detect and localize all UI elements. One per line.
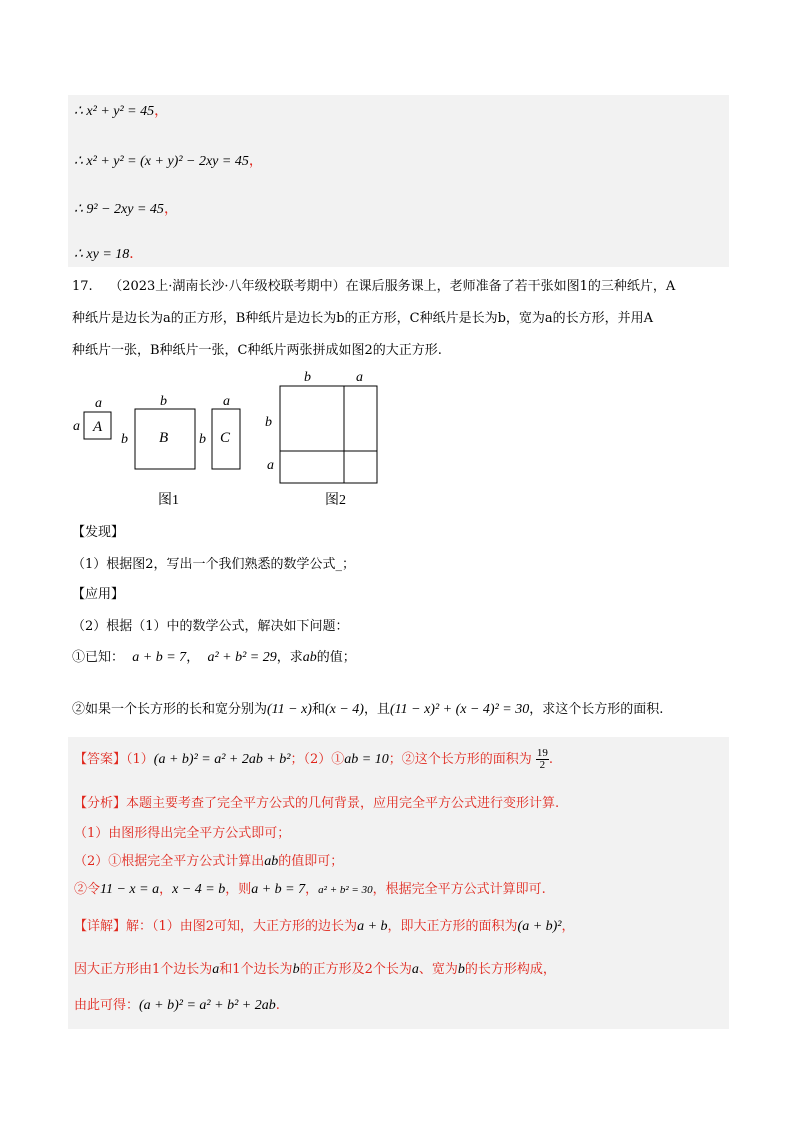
answer-fraction-denominator: 2: [539, 759, 546, 771]
solution-background: [68, 95, 729, 267]
answer-line: [74, 748, 553, 771]
detail-l2d: b: [292, 962, 300, 977]
q2-2-and: 和: [311, 702, 325, 717]
q2-1-prefix: ①已知：: [72, 650, 125, 665]
analysis-line-2: （1）由图形得出完全平方公式即可；: [74, 826, 291, 841]
piece-b-side-label: b: [121, 432, 128, 447]
q2-2-length: (11 − x): [267, 702, 312, 717]
analysis-l3c: 的值即可；: [278, 854, 344, 869]
q2-2-width: (x − 4): [324, 702, 364, 717]
analysis-l4c: ，: [159, 882, 173, 897]
piece-a-side-label: a: [73, 419, 80, 434]
answer-fraction-numerator: 19: [536, 747, 548, 759]
question-2-1: [72, 648, 356, 668]
analysis-l4i: ，根据完全平方公式计算即可.: [372, 882, 546, 897]
answer-formula-2: ab = 10: [344, 752, 389, 767]
big-square-top-b: b: [304, 370, 311, 385]
answer-end: .: [548, 752, 554, 767]
detail-l2h: b: [457, 962, 465, 977]
analysis-l4b: 11 − x = a: [100, 882, 160, 897]
detail-c: ，即大正方形的面积为: [387, 919, 518, 934]
q2-1-target: ab: [302, 650, 317, 665]
detail-a: 解：（1）由图2可知，大正方形的边长为: [126, 919, 358, 934]
big-square: [280, 386, 377, 483]
analysis-l4a: ②令: [74, 882, 101, 897]
figure-1: [73, 394, 240, 508]
q2-1-mid: ，求: [276, 650, 303, 665]
q2-1-eq2: a² + b² = 29: [207, 650, 277, 665]
problem-text-2: 种纸片是边长为a的正方形，B种纸片是边长为b的正方形，C种纸片是长为b，宽为a的长方形，并用A: [72, 311, 654, 326]
solution-line-2: [74, 150, 263, 170]
figure-paper-pieces: [60, 365, 400, 515]
answer-part3-prefix: ；②这个长方形的面积为: [388, 752, 532, 767]
detail-l3c: .: [275, 998, 280, 1013]
solution-comma-3: ，: [163, 202, 178, 217]
detail-b: a + b: [357, 919, 388, 934]
detail-l2b: a: [212, 962, 220, 977]
q2-2-prefix: ②如果一个长方形的长和宽分别为: [72, 702, 268, 717]
analysis-line-1: [74, 794, 559, 814]
detail-l2i: 的长方形构成，: [464, 962, 556, 977]
analysis-l3a: （2）①根据完全平方公式计算出: [74, 854, 265, 869]
solution-line-3: [74, 198, 178, 218]
problem-text-3: 种纸片一张，B种纸片一张，C种纸片两张拼成如图2的大正方形.: [72, 343, 442, 358]
solution-line-3-text: ∴ 9² − 2xy = 45: [74, 202, 164, 217]
solution-comma-1: ，: [154, 104, 169, 119]
answer-fraction: [536, 748, 549, 771]
piece-b-top-label: b: [160, 394, 167, 409]
piece-a-name: A: [93, 419, 103, 435]
problem-number: 17.: [72, 279, 93, 294]
solution-line-1: [74, 100, 168, 120]
answer-label: 【答案】: [74, 752, 127, 767]
detail-l2e: 的正方形及2个长为: [299, 962, 412, 977]
analysis-l4h: a² + b² = 30: [318, 884, 373, 896]
q2-1-eq1: a + b = 7: [132, 650, 187, 665]
analysis-l4g: ，: [305, 882, 319, 897]
figure-2-caption: 图2: [325, 493, 346, 508]
detail-line-2: [74, 960, 556, 980]
analysis-l4e: ，则: [225, 882, 252, 897]
analysis-line-4: [74, 880, 546, 900]
solution-line-2-text: ∴ x² + y² = (x + y)² − 2xy = 45: [74, 154, 249, 169]
detail-l3b: (a + b)² = a² + b² + 2ab: [139, 998, 276, 1013]
detail-line-1: [74, 917, 575, 937]
piece-c-side-label: b: [199, 432, 206, 447]
big-square-side-b: b: [265, 415, 272, 430]
question-1: （1）根据图2，写出一个我们熟悉的数学公式_；: [72, 557, 356, 572]
answer-part1-prefix: （1）: [126, 752, 154, 767]
analysis-text: 本题主要考查了完全平方公式的几何背景，应用完全平方公式进行变形计算.: [126, 796, 560, 811]
answer-formula-1: (a + b)² = a² + 2ab + b²: [153, 752, 291, 767]
analysis-l4f: a + b = 7: [251, 882, 306, 897]
detail-d: (a + b)²: [517, 919, 562, 934]
solution-line-1-text: ∴ x² + y² = 45: [74, 104, 155, 119]
answer-part2-prefix: ；（2）①: [290, 752, 345, 767]
piece-c-name: C: [220, 430, 231, 446]
piece-c-top-label: a: [223, 394, 230, 409]
section-apply: 【应用】: [72, 587, 125, 602]
problem-line-3: [72, 341, 442, 361]
q2-2-suffix: ，求这个长方形的面积.: [529, 702, 664, 717]
problem-line-2: [72, 309, 653, 329]
question-2: （2）根据（1）中的数学公式，解决如下问题：: [72, 619, 349, 634]
analysis-line-3: [74, 852, 343, 872]
detail-l3a: 由此可得：: [74, 998, 140, 1013]
section-discover: 【发现】: [72, 525, 125, 540]
detail-l2c: 和1个边长为: [219, 962, 293, 977]
figure-1-caption: 图1: [158, 493, 179, 508]
solution-line-4-text: ∴ xy = 18: [74, 247, 130, 262]
big-square-top-a: a: [356, 370, 363, 385]
piece-b-name: B: [159, 430, 169, 446]
detail-l2a: 因大正方形由1个边长为: [74, 962, 213, 977]
problem-text-1: 在课后服务课上，老师准备了若干张如图1的三种纸片，A: [345, 279, 676, 294]
problem-line-1: [72, 277, 675, 297]
q2-1-suffix: 的值；: [316, 650, 356, 665]
solution-line-4: [74, 243, 143, 263]
analysis-l3b: ab: [264, 854, 279, 869]
question-2-2: [72, 700, 663, 720]
detail-l2f: a: [411, 962, 419, 977]
q2-2-eq: (11 − x)² + (x − 4)² = 30: [390, 702, 530, 717]
analysis-label: 【分析】: [74, 796, 127, 811]
detail-e: ，: [561, 919, 575, 934]
problem-source: （2023上·湖南长沙·八年级校联考期中）: [109, 279, 346, 294]
big-square-side-a: a: [267, 458, 274, 473]
detail-label: 【详解】: [74, 919, 127, 934]
detail-l2g: 、宽为: [418, 962, 458, 977]
piece-a-top-label: a: [95, 396, 102, 411]
q2-1-sep: ，: [186, 650, 200, 665]
q2-2-mid: ，且: [363, 702, 390, 717]
solution-comma-2: ，: [248, 154, 263, 169]
detail-line-3: [74, 996, 280, 1016]
solution-end-mark: ．: [129, 247, 144, 262]
figure-2: [265, 370, 377, 508]
analysis-l4d: x − 4 = b: [172, 882, 226, 897]
